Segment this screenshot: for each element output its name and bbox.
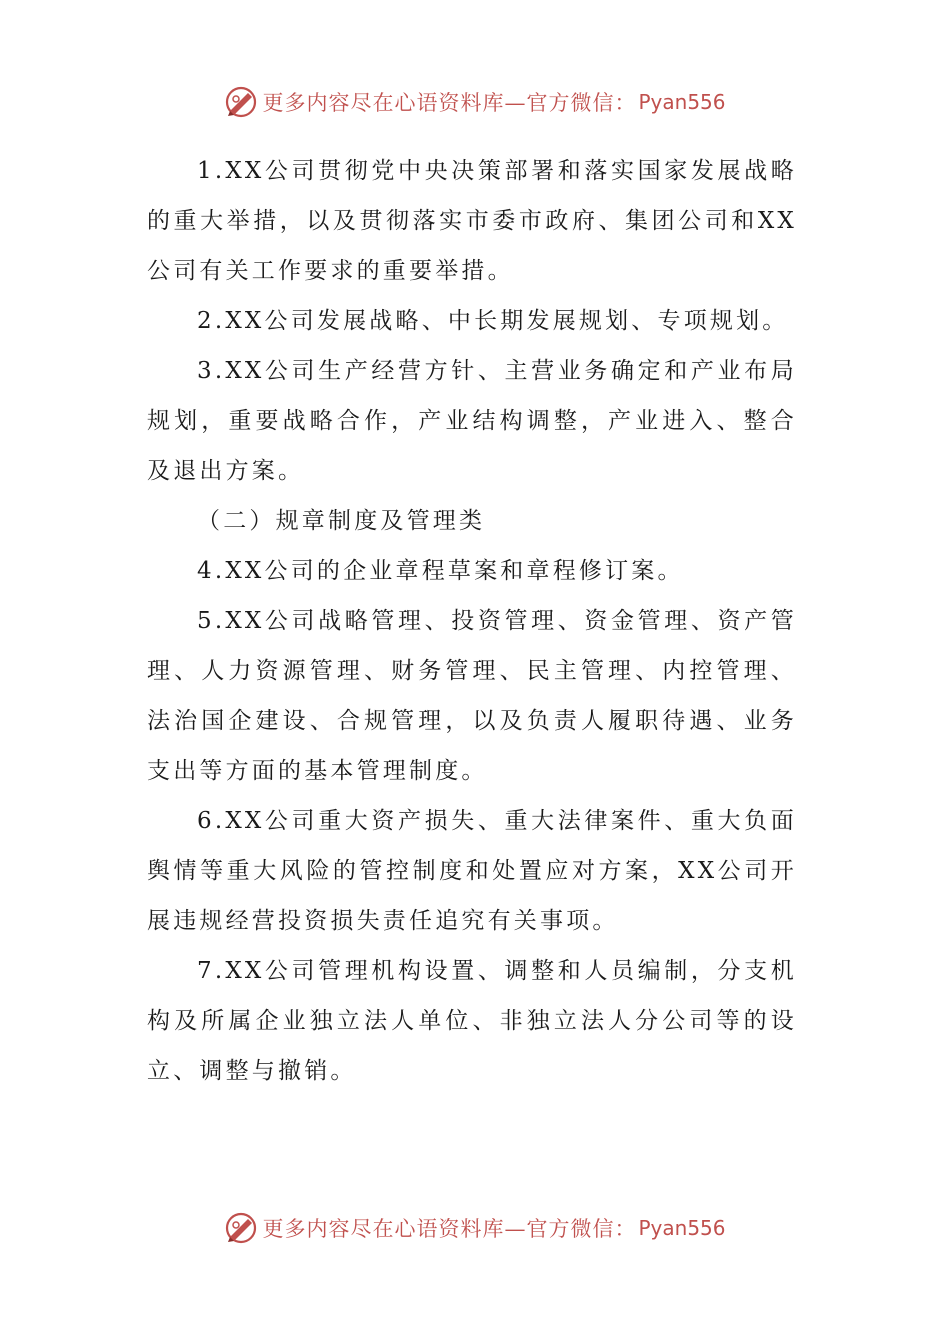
paragraph-1: 1.XX公司贯彻党中央决策部署和落实国家发展战略的重大举措，以及贯彻落实市委市政府、集团公司和XX公司有关工作要求的重要举措。 <box>147 158 797 284</box>
header-banner-text: 更多内容尽在心语资料库—官方微信： <box>262 91 637 115</box>
footer-banner <box>0 1210 950 1246</box>
header-banner <box>0 84 950 120</box>
paragraph-3: 3.XX公司生产经营方针、主营业务确定和产业布局规划，重要战略合作，产业结构调整，产业进入、整合及退出方案。 <box>147 358 797 484</box>
paragraph-2: 2.XX公司发展战略、中长期发展规划、专项规划。 <box>197 308 789 334</box>
paragraph-7: 7.XX公司管理机构设置、调整和人员编制，分支机构及所属企业独立法人单位、非独立法人分公司等的设立、调整与撤销。 <box>147 958 797 1084</box>
section-heading: （二）规章制度及管理类 <box>197 508 486 534</box>
pen-logo-icon <box>224 85 258 119</box>
pen-logo-icon <box>224 1211 258 1245</box>
header-banner-wechat: Pyan556 <box>638 90 726 114</box>
paragraph-4: 4.XX公司的企业章程草案和章程修订案。 <box>197 558 684 584</box>
footer-banner-wechat: Pyan556 <box>638 1216 726 1240</box>
document-body <box>147 146 797 1096</box>
footer-banner-text: 更多内容尽在心语资料库—官方微信： <box>262 1217 637 1241</box>
paragraph-6: 6.XX公司重大资产损失、重大法律案件、重大负面舆情等重大风险的管控制度和处置应对方案，XX公司开展违规经营投资损失责任追究有关事项。 <box>147 808 797 934</box>
paragraph-5: 5.XX公司战略管理、投资管理、资金管理、资产管理、人力资源管理、财务管理、民主管理、内控管理、法治国企建设、合规管理，以及负责人履职待遇、业务支出等方面的基本管理制度。 <box>147 608 797 784</box>
